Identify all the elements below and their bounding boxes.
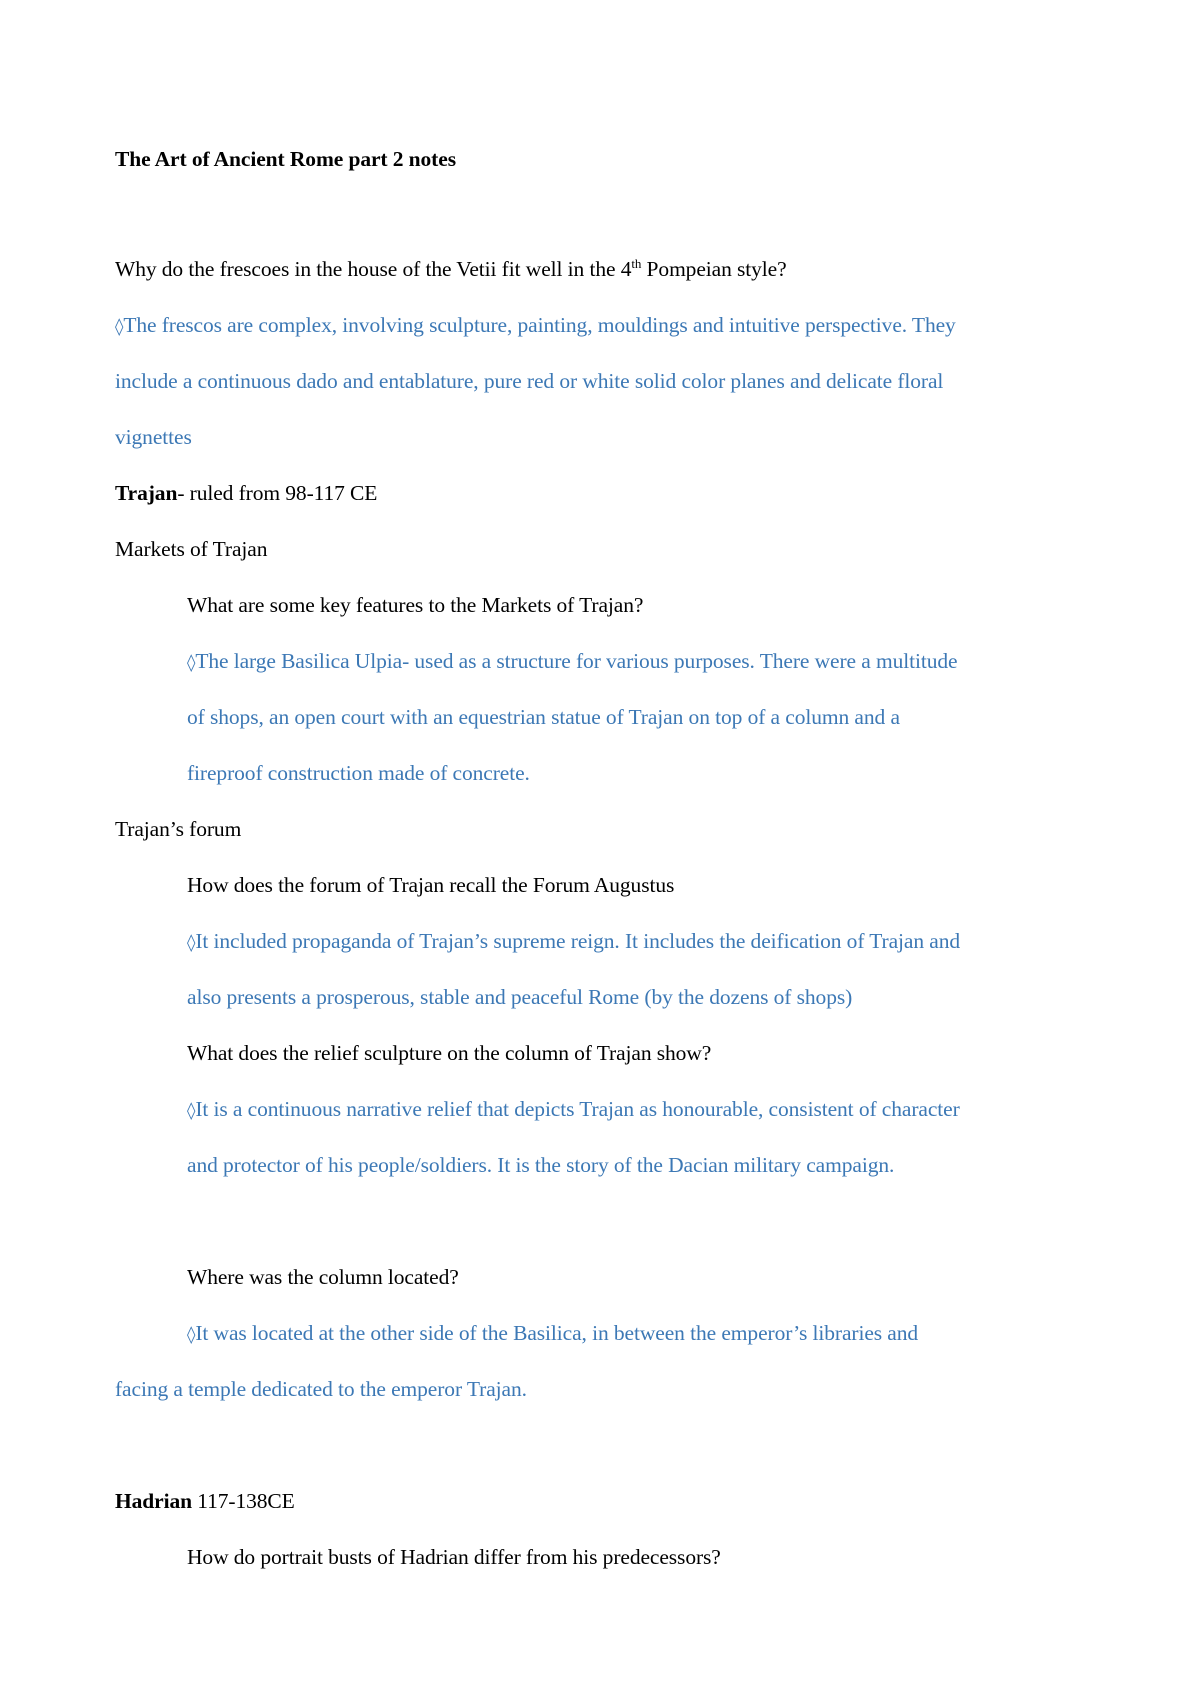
heading-trajan (115, 479, 377, 507)
heading-hadrian (115, 1487, 295, 1515)
answer-vetii-line-2: include a continuous dado and entablature, pure red or white solid color planes and delicate floral (115, 369, 944, 393)
answer-column-relief-line-2: and protector of his people/soldiers. It is the story of the Dacian military campaign. (187, 1153, 895, 1177)
answer-forum-line-2: also presents a prosperous, stable and peaceful Rome (by the dozens of shops) (187, 985, 853, 1009)
hadrian-reign: 117-138CE (191, 1489, 295, 1513)
answer-markets-line-2: of shops, an open court with an equestrian statue of Trajan on top of a column and a (187, 705, 900, 729)
question-vetii (115, 255, 787, 283)
diamond-marker-icon: ◊ (187, 1325, 196, 1345)
diamond-marker-icon: ◊ (187, 1101, 196, 1121)
question-vetii-text: Why do the frescoes in the house of the Vetii fit well in the 4 (115, 257, 632, 281)
diamond-marker-icon: ◊ (115, 317, 124, 337)
answer-column-relief-line-1: ◊It is a continuous narrative relief that depicts Trajan as honourable, consistent of character (187, 1097, 960, 1121)
question-column-location: Where was the column located? (187, 1265, 459, 1289)
question-forum: How does the forum of Trajan recall the Forum Augustus (187, 873, 675, 897)
answer-markets-line-3: fireproof construction made of concrete. (187, 761, 530, 785)
question-markets: What are some key features to the Markets of Trajan? (187, 593, 644, 617)
answer-column-location-line-1: ◊It was located at the other side of the Basilica, in between the emperor’s libraries and (187, 1321, 919, 1345)
diamond-marker-icon: ◊ (187, 653, 196, 673)
answer-column-location-line-2: facing a temple dedicated to the emperor Trajan. (115, 1377, 527, 1401)
answer-markets-line-1: ◊The large Basilica Ulpia- used as a structure for various purposes. There were a multitude (187, 649, 958, 673)
question-column-relief: What does the relief sculpture on the column of Trajan show? (187, 1041, 712, 1065)
document-title: The Art of Ancient Rome part 2 notes (115, 147, 456, 171)
hadrian-name: Hadrian (115, 1489, 192, 1513)
heading-markets: Markets of Trajan (115, 537, 268, 561)
heading-forum: Trajan’s forum (115, 817, 242, 841)
answer-vetii-line-1: ◊The frescos are complex, involving sculpture, painting, mouldings and intuitive perspective. They (115, 313, 956, 337)
diamond-marker-icon: ◊ (187, 933, 196, 953)
trajan-name: Trajan (115, 481, 178, 505)
answer-vetii-line-3: vignettes (115, 425, 192, 449)
question-vetii-end: Pompeian style? (641, 257, 787, 281)
trajan-reign: - ruled from 98-117 CE (177, 481, 378, 505)
question-hadrian-busts: How do portrait busts of Hadrian differ from his predecessors? (187, 1545, 721, 1569)
answer-forum-line-1: ◊It included propaganda of Trajan’s supreme reign. It includes the deification of Trajan and (187, 929, 961, 953)
superscript-th: th (631, 255, 642, 271)
